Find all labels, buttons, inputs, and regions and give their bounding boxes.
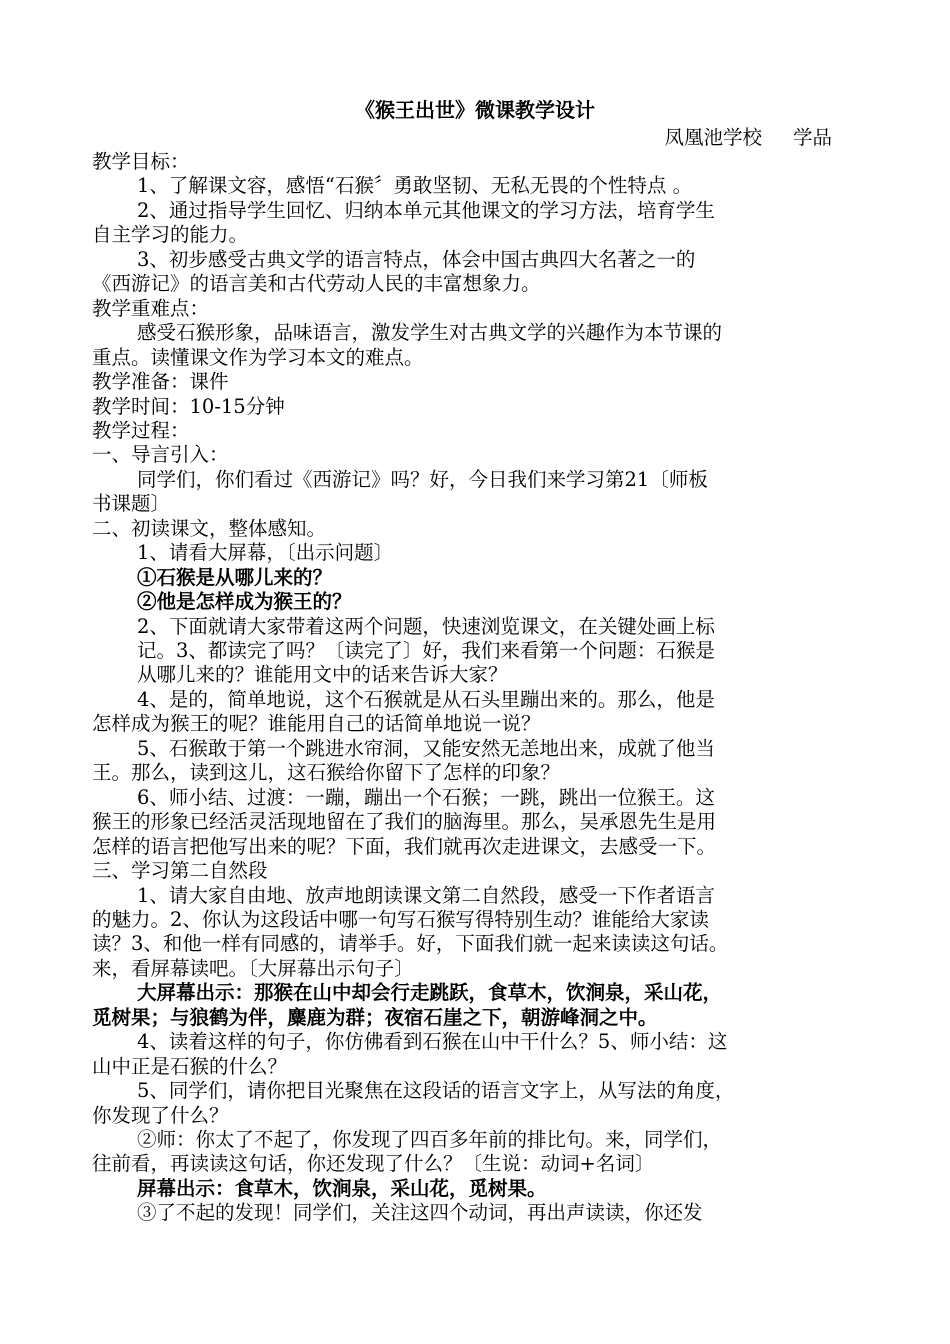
text-line: 教学时间：10-15分钟 <box>92 394 285 418</box>
text-line: 怎样的语言把他写出来的呢？下面，我们就再次走进课文，去感受一下。 <box>92 834 717 858</box>
text-line: 三、学习第二自然段 <box>92 859 268 882</box>
text-line: 4、读着这样的句子，你仿佛看到石猴在山中干什么？5、师小结：这 <box>137 1030 728 1054</box>
text-line: 怎样成为猴王的呢？谁能用自己的话简单地说一说？ <box>92 712 541 736</box>
document-title: 《猴王出世》微课教学设计 <box>355 98 595 122</box>
text-line: 往前看，再读读这句话，你还发现了什么？〔生说：动词+名词〕 <box>92 1152 655 1176</box>
text-line: 2、下面就请大家带着这两个问题，快速浏览课文，在关键处画上标 <box>137 614 715 638</box>
text-line: 觅树果；与狼鹤为伴，麋鹿为群；夜宿石崖之下，朝游峰洞之中。 <box>92 1005 658 1029</box>
text-line: 2、通过指导学生回忆、归纳本单元其他课文的学习方法，培育学生 <box>137 198 715 222</box>
text-line: 二、初读课文，整体感知。 <box>92 516 327 540</box>
text-line: 重点。读懂课文作为学习本文的难点。 <box>92 345 424 369</box>
text-line: 《西游记》的语言美和古代劳动人民的丰富想象力。 <box>92 272 541 296</box>
text-line: ②他是怎样成为猴王的？ <box>137 590 352 614</box>
school-name: 凤凰池学校 学品 <box>664 126 832 149</box>
text-line: 王。那么，读到这儿，这石猴给你留下了怎样的印象？ <box>92 761 561 785</box>
text-line: 感受石猴形象，品味语言，激发学生对古典文学的兴趣作为本节课的 <box>137 321 723 345</box>
text-line: 大屏幕出示：那猴在山中却会行走跳跃，食草木，饮涧泉，采山花， <box>137 981 723 1005</box>
text-line: 4、是的，简单地说，这个石猴就是从石头里蹦出来的。那么，他是 <box>137 687 715 711</box>
text-line: 自主学习的能力。 <box>92 223 249 247</box>
text-line: 教学重难点： <box>92 296 210 320</box>
text-line: 1、请大家自由地、放声地朗读课文第二自然段，感受一下作者语言 <box>137 883 715 907</box>
text-line: ③了不起的发现！同学们，关注这四个动词，再出声读读，你还发 <box>137 1201 703 1225</box>
text-line: 教学过程： <box>92 418 190 442</box>
text-line: ①石猴是从哪儿来的？ <box>137 565 333 589</box>
text-line: 5、同学们，请你把目光聚焦在这段话的语言文字上，从写法的角度， <box>137 1079 735 1103</box>
text-line: 教学准备：课件 <box>92 370 229 393</box>
text-line: 记。3、都读完了吗？〔读完了〕好，我们来看第一个问题：石猴是 <box>137 639 715 662</box>
text-line: 1、了解课文容，感悟“石猴〞勇敢坚韧、无私无畏的个性特点 。 <box>137 174 693 198</box>
text-line: 5、石猴敢于第一个跳进水帘洞，又能安然无恙地出来，成就了他当 <box>137 736 715 760</box>
text-line: 书课题〕 <box>92 492 171 516</box>
text-line: 一、导言引入： <box>92 443 229 467</box>
text-line: 3、初步感受古典文学的语言特点，体会中国古典四大名著之一的 <box>137 247 696 271</box>
text-line: ②师：你太了不起了，你发现了四百多年前的排比句。来，同学们， <box>137 1128 723 1151</box>
text-line: 屏幕出示：食草木，饮涧泉，采山花，觅树果。 <box>137 1176 547 1200</box>
text-line: 山中正是石猴的什么？ <box>92 1054 288 1078</box>
text-line: 的魅力。2、你认为这段话中哪一句写石猴写得特别生动？谁能给大家读 <box>92 907 709 931</box>
text-line: 你发现了什么？ <box>92 1103 229 1127</box>
text-line: 1、请看大屏幕，〔出示问题〕 <box>137 541 394 565</box>
text-line: 教学目标： <box>92 150 190 173</box>
text-line: 6、师小结、过渡：一蹦，蹦出一个石猴；一跳，跳出一位猴王。这 <box>137 785 715 809</box>
text-line: 同学们，你们看过《西游记》吗？好，今日我们来学习第21〔师板 <box>137 467 708 491</box>
text-line: 猴王的形象已经活灵活现地留在了我们的脑海里。那么，吴承恩先生是用 <box>92 810 717 834</box>
text-line: 从哪儿来的？谁能用文中的话来告诉大家？ <box>137 663 508 687</box>
text-line: 来，看屏幕读吧。〔大屏幕出示句子〕 <box>92 956 414 980</box>
text-line: 读？3、和他一样有同感的，请举手。好，下面我们就一起来读读这句话。 <box>92 932 729 956</box>
